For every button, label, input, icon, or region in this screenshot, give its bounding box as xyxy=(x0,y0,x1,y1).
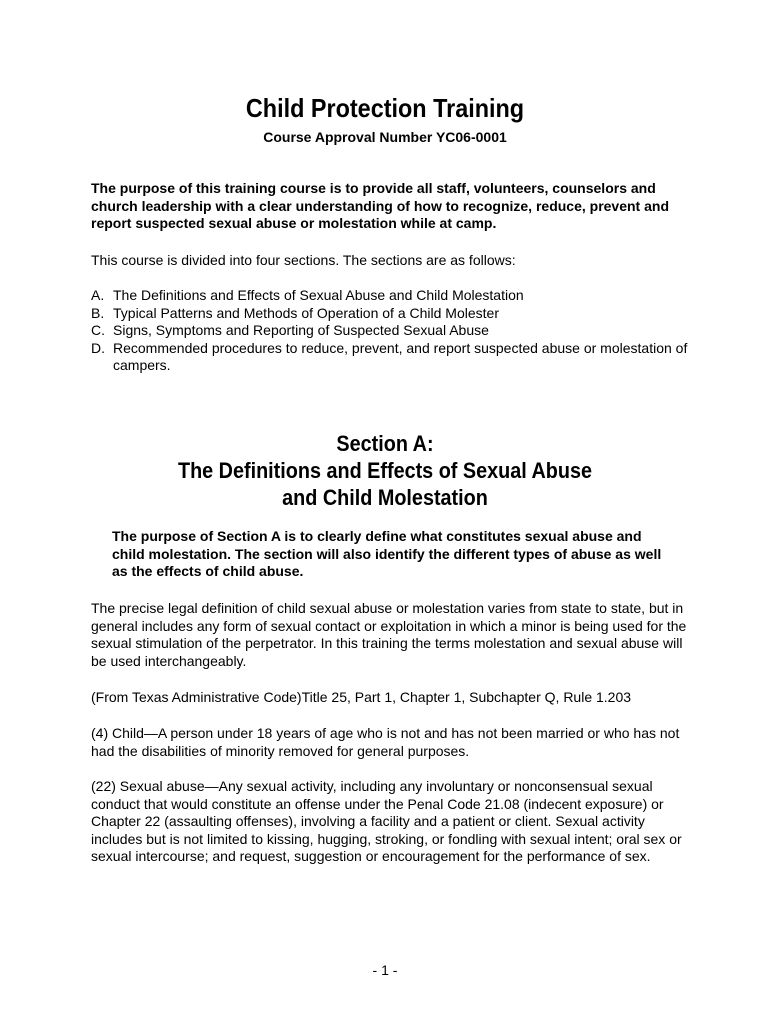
document-title: Child Protection Training xyxy=(245,93,525,123)
page-number: - 1 - xyxy=(372,962,398,978)
definition-paragraph: The precise legal definition of child sexual abuse or molestation varies from state to state, but in general includes any form of sexual contact or exploitation in which a minor is being used for the sexual stimulation of the perpetrator. In this training the terms molestation and sexual abuse will be used interchangeably. xyxy=(91,600,687,669)
section-a-purpose: The purpose of Section A is to clearly define what constitutes sexual abuse and child molestation. The section will also identify the different types of abuse as well as the effects of child abuse. xyxy=(112,528,662,580)
list-item xyxy=(91,322,691,340)
list-item-letter: A. xyxy=(91,287,105,303)
list-item-text: Typical Patterns and Methods of Operation of a Child Molester xyxy=(113,304,499,321)
course-approval-number: Course Approval Number YC06-0001 xyxy=(263,129,507,145)
section-a-heading-line1: Section A: xyxy=(336,431,434,456)
sexual-abuse-definition: (22) Sexual abuse—Any sexual activity, including any involuntary or nonconsensual sexual conduct that would constitute an offense under the Penal Code 21.08 (indecent exposure) or Chapter 22 (assaulting offenses), involving a facility and a patient or client. Sexual activity includes but is not limited to kissing, hugging, stroking, or fondling with sexual intent; oral sex or sexual intercourse; and request, suggestion or encouragement for the performance of sex. xyxy=(91,778,682,865)
list-item xyxy=(91,287,691,305)
purpose-statement: The purpose of this training course is to provide all staff, volunteers, counselors and church leadership with a clear understanding of how to recognize, reduce, prevent and report suspected sexual abuse or molestation while at camp. xyxy=(91,180,669,232)
list-item-letter: D. xyxy=(91,339,105,356)
section-a-heading-line2: The Definitions and Effects of Sexual Abuse xyxy=(177,458,593,483)
list-item-text: Recommended procedures to reduce, prevent, and report suspected abuse or molestation of campers. xyxy=(113,339,688,374)
list-item xyxy=(91,305,691,323)
section-a-heading xyxy=(0,430,770,511)
section-a-heading-line3: and Child Molestation xyxy=(282,485,488,510)
source-citation: (From Texas Administrative Code)Title 25, Part 1, Chapter 1, Subchapter Q, Rule 1.203 xyxy=(91,689,632,705)
course-intro: This course is divided into four sections. The sections are as follows: xyxy=(91,252,516,268)
list-item-text: The Definitions and Effects of Sexual Abuse and Child Molestation xyxy=(113,287,524,303)
list-item-letter: B. xyxy=(91,304,105,321)
list-item-text: Signs, Symptoms and Reporting of Suspected Sexual Abuse xyxy=(113,322,489,339)
list-item-letter: C. xyxy=(91,322,105,339)
list-item xyxy=(91,340,691,375)
course-sections-list xyxy=(91,287,691,375)
child-definition: (4) Child—A person under 18 years of age who is not and has not been married or who has not had the disabilities of minority removed for general purposes. xyxy=(91,725,680,759)
